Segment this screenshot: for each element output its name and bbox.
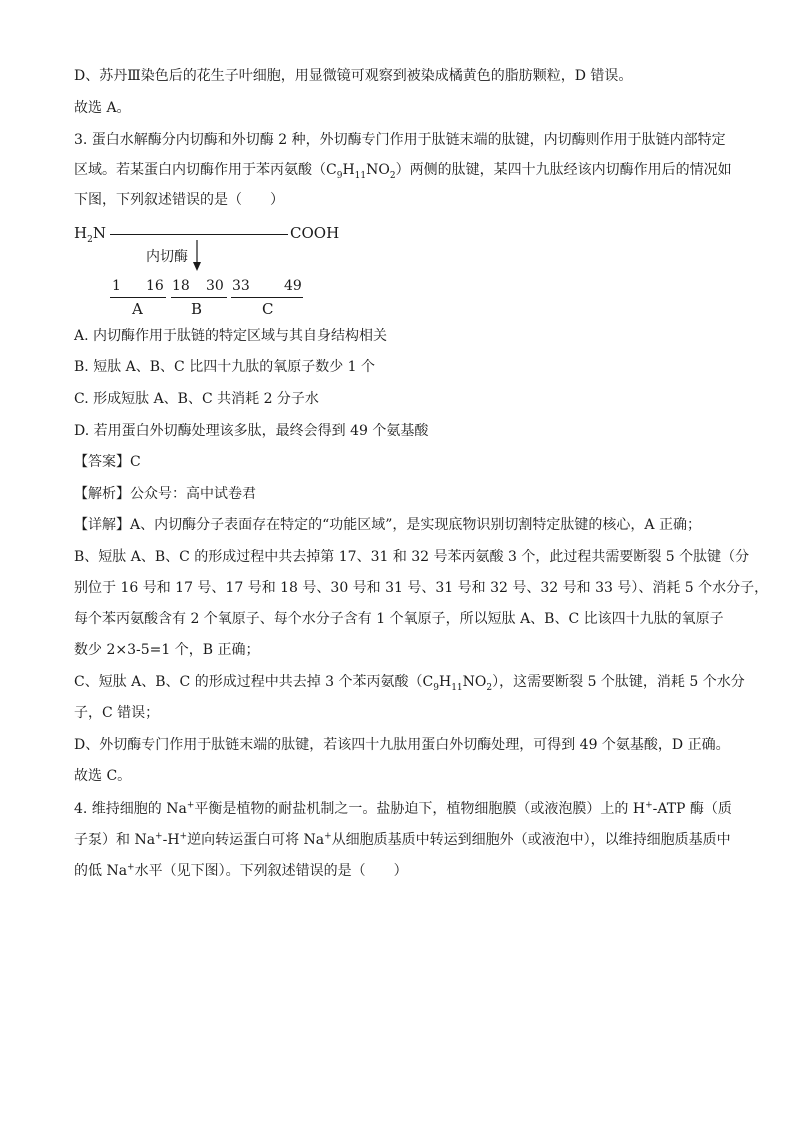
peptide-chain-line (110, 234, 288, 235)
detail-line: B、短肽 A、B、C 的形成过程中共去掉第 17、31 和 32 号苯丙氨酸 3 个，此过程共需要断裂 5 个肽键（分 (74, 549, 750, 565)
segment-b-line (171, 297, 227, 298)
question-3-stem: 下图，下列叙述错误的是（ ） (74, 192, 284, 208)
option-b: B. 短肽 A、B、C 比四十九肽的氧原子数少 1 个 (74, 359, 376, 375)
segment-c-start: 33 (232, 278, 250, 294)
question-4-stem: 4. 维持细胞的 Na+平衡是植物的耐盐机制之一。盐胁迫下，植物细胞膜（或液泡膜）上的 H+-ATP 酶（质 (74, 800, 732, 817)
segment-b-start: 18 (172, 278, 190, 294)
detail-line: 【详解】A、内切酶分子表面存在特定的“功能区域”，是实现底物识别切割特定肽键的核心，A 正确； (74, 517, 701, 533)
detail-line: D、外切酶专门作用于肽链末端的肽键，若该四十九肽用蛋白外切酶处理，可得到 49 个氨基酸，D 正确。 (74, 737, 730, 753)
question-3-stem: 3. 蛋白水解酶分内切酶和外切酶 2 种，外切酶专门作用于肽链末端的肽键，内切酶则作用于肽链内部特定 (74, 132, 726, 148)
detail-line: 每个苯丙氨酸含有 2 个氧原子、每个水分子含有 1 个氧原子，所以短肽 A、B、C 比该四十九肽的氧原子 (74, 611, 724, 627)
analysis-label: 【解析】 (74, 486, 130, 502)
detail-line: C、短肽 A、B、C 的形成过程中共去掉 3 个苯丙氨酸$(C_9H_{11}NO_2)$，这需要断裂 5 个肽键，消耗 5 个水分 (74, 674, 745, 693)
segment-a-end: 16 (146, 278, 164, 294)
answer-value: C (130, 454, 141, 470)
detail-line: 数少 2×3-5=1 个，B 正确； (74, 642, 260, 658)
n-terminus-label: $H_2N$ (74, 224, 106, 245)
text-line: 故选 A。 (74, 100, 131, 116)
question-3-stem: 区域。若某蛋白内切酶作用于苯丙氨酸$(C_9H_{11}NO_2)$两侧的肽键，某四十九肽经该内切酶作用后的情况如 (74, 162, 732, 181)
analysis-value: 公众号：高中试卷君 (130, 486, 256, 502)
answer-line (74, 452, 724, 472)
option-c: C. 形成短肽 A、B、C 共消耗 2 分子水 (74, 391, 319, 407)
detail-label: 【详解】 (74, 517, 130, 533)
enzyme-arrow-icon (192, 240, 202, 272)
segment-b-end: 30 (206, 278, 224, 294)
segment-c-line (231, 297, 303, 298)
detail-line: 故选 C。 (74, 768, 132, 784)
segment-c-end: 49 (284, 278, 302, 294)
segment-a-start: 1 (112, 278, 121, 294)
c-terminus-label: COOH (290, 224, 340, 242)
segment-a-line (110, 297, 166, 298)
text-line: D、苏丹Ⅲ染色后的花生子叶细胞，用显微镜可观察到被染成橘黄色的脂肪颗粒，D 错误。 (74, 68, 633, 84)
question-4-stem: 的低 Na+水平（见下图）。下列叙述错误的是（ ） (74, 862, 408, 879)
answer-label: 【答案】 (74, 454, 130, 470)
segment-c-label: C (262, 300, 274, 318)
option-d: D. 若用蛋白外切酶处理该多肽，最终会得到 49 个氨基酸 (74, 423, 429, 439)
enzyme-label: 内切酶 (146, 249, 188, 265)
detail-line: 别位于 16 号和 17 号、17 号和 18 号、30 号和 31 号、31 号和 32 号、32 号和 33 号）、消耗 5 个水分子， (74, 580, 769, 596)
segment-a-label: A (132, 300, 143, 318)
option-a: A. 内切酶作用于肽链的特定区域与其自身结构相关 (74, 328, 388, 344)
detail-line: 子，C 错误； (74, 705, 160, 721)
analysis-line (74, 484, 724, 504)
peptide-diagram (74, 220, 374, 320)
question-4-stem: 子泵）和 Na+-H+逆向转运蛋白可将 Na+从细胞质基质中转运到细胞外（或液泡中），以维持细胞质基质中 (74, 831, 731, 848)
segment-b-label: B (191, 300, 203, 318)
